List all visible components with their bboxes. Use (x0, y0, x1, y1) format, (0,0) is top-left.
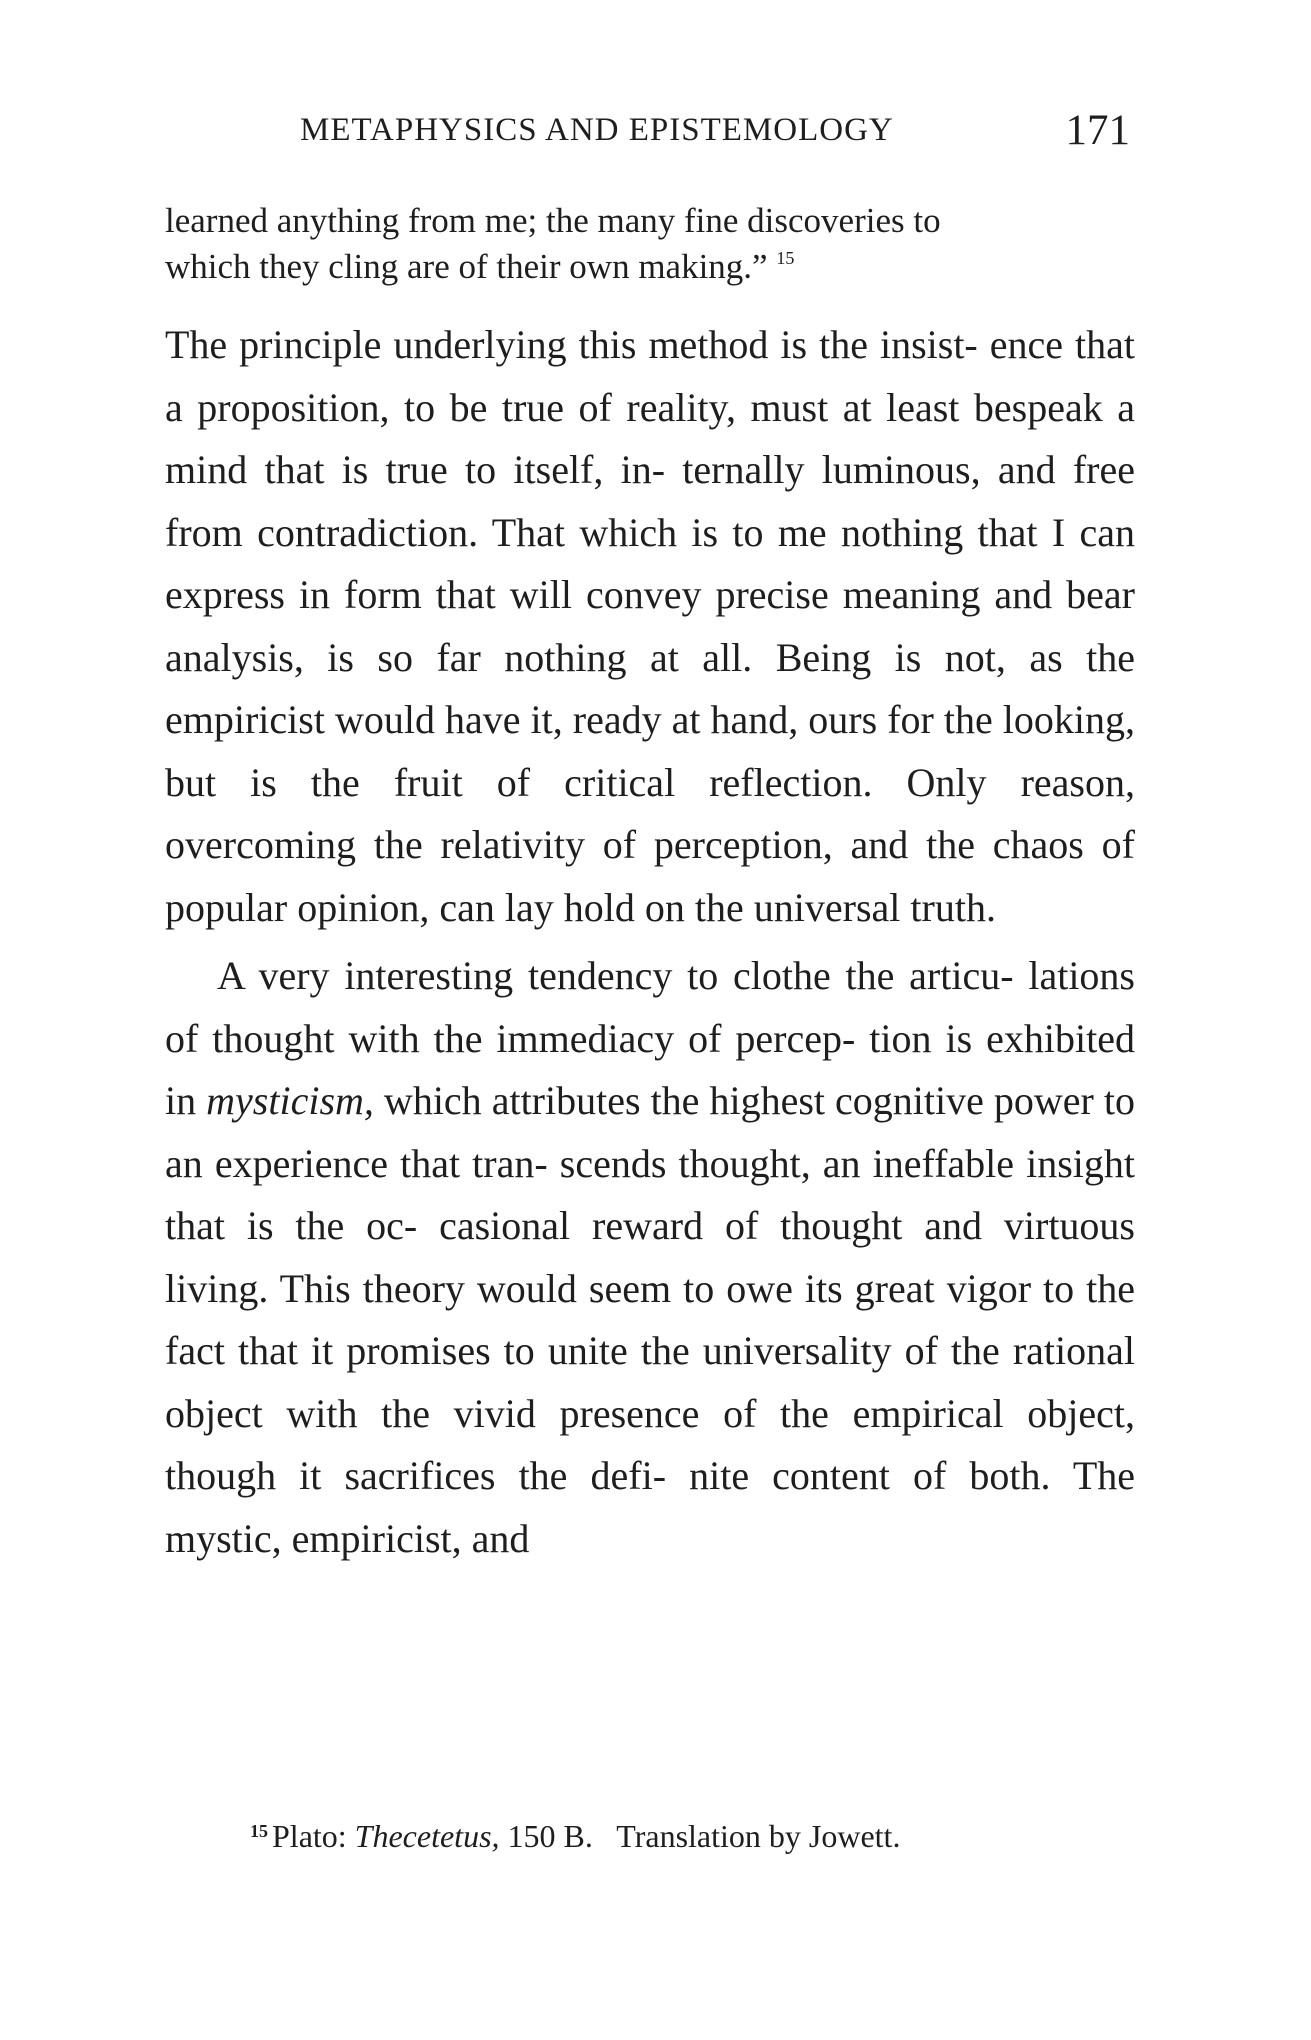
footnote-marker: 15 (776, 248, 795, 268)
footnote-citation: 150 B. Translation by Jowett. (507, 1818, 901, 1854)
footnote-work-title: Thecetetus, (354, 1818, 500, 1854)
running-title: METAPHYSICS AND EPISTEMOLOGY (300, 112, 894, 148)
paragraph-principle: The principle underlying this method is the insist- ence that a proposition, to be true of reality, must at least bespeak a mind that is true to itself, in- ternally luminous, and free from contradiction. That which is to me nothing that I can express in form that will convey precise meaning and bear analysis, is so far nothing at all. Being is not, as the empiricist would have it, ready at hand, ours for the looking, but is the fruit of critical reflection. Only reason, overcoming the relativity of perception, and the chaos of popular opinion, can lay hold on the universal truth. (165, 322, 1135, 930)
body-text (165, 198, 1135, 1570)
paragraph-mysticism-start: A very interesting tendency to clothe the articu- lations of thought with the immediacy of percep- tion is exhibited in (165, 953, 1135, 1123)
paragraph-mysticism (165, 945, 1135, 1570)
running-head (300, 107, 1130, 162)
page-number: 171 (1065, 107, 1130, 154)
paragraph-mysticism-end: which attributes the highest cognitive power to an experience that tran- scends thought, an ineffable insight that is the oc- casional reward of thought and virtuous living. This theory would seem to owe its great vigor to the fact that it promises to unite the universality of the rational object with the vivid presence of the empirical object, though it sacrifices the defi- nite content of both. The mystic, empiricist, and (165, 1078, 1135, 1561)
quote-continuation (165, 198, 1135, 290)
footnote-number: 15 (250, 1821, 268, 1841)
quote-line-1: learned anything from me; the many fine discoveries to (165, 201, 941, 240)
footnote (250, 1818, 900, 1855)
quote-line-2: which they cling are of their own making.” (165, 247, 768, 286)
footnote-author: Plato: (272, 1818, 347, 1854)
italic-term-mysticism: mysticism, (206, 1078, 374, 1123)
